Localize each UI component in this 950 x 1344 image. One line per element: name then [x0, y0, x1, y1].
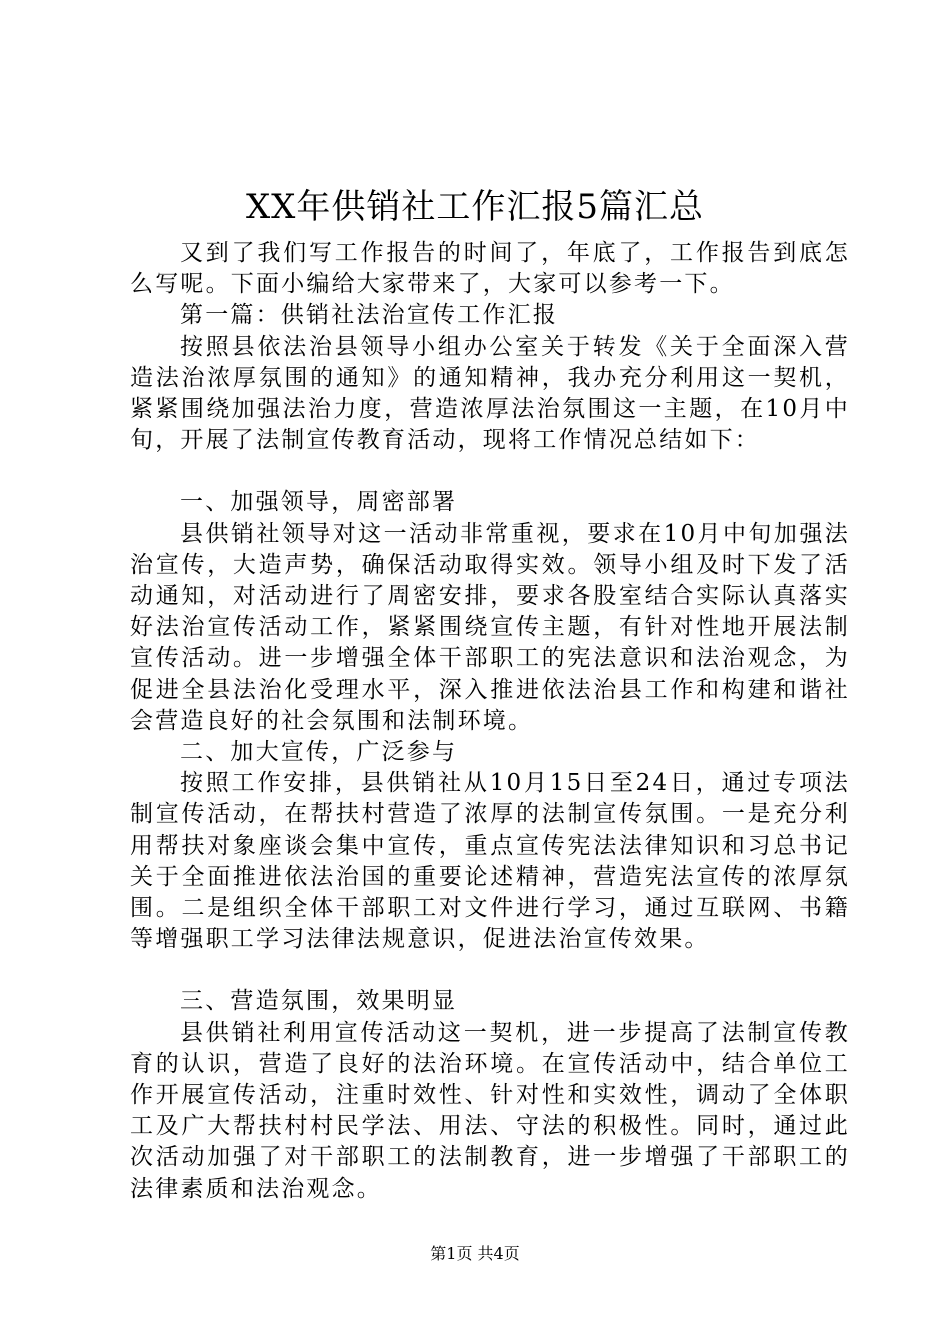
section-heading: 二、加大宣传，广泛参与 — [180, 739, 458, 766]
document-title: XX年供销社工作汇报5篇汇总 — [245, 187, 705, 227]
intro-paragraph: 又到了我们写工作报告的时间了，年底了，工作报告到底怎么写呢。下面小编给大家带来了，大家可以参考一下。 — [130, 240, 850, 298]
section-heading: 三、营造氛围，效果明显 — [180, 988, 458, 1015]
document-body — [130, 238, 850, 1205]
body-paragraph: 按照工作安排，县供销社从10月15日至24日，通过专项法制宣传活动，在帮扶村营造了浓厚的法制宣传氛围。一是充分利用帮扶对象座谈会集中宣传，重点宣传宪法法律知识和习总书记关于全面推进依法治国的重要论述精神，营造宪法宣传的浓厚氛围。二是组织全体干部职工对文件进行学习，通过互联网、书籍等增强职工学习法律法规意识，促进法治宣传效果。 — [130, 770, 850, 953]
chapter-heading: 第一篇：供销社法治宣传工作汇报 — [180, 302, 558, 329]
page-footer: 第1页 共4页 — [430, 1244, 520, 1263]
body-paragraph: 县供销社利用宣传活动这一契机，进一步提高了法制宣传教育的认识，营造了良好的法治环境。在宣传活动中，结合单位工作开展宣传活动，注重时效性、针对性和实效性，调动了全体职工及广大帮扶村村民学法、用法、守法的积极性。同时，通过此次活动加强了对干部职工的法制教育，进一步增强了干部职工的法律素质和法治观念。 — [130, 1019, 850, 1202]
paragraph-gap — [130, 955, 850, 986]
body-paragraph: 按照县依法治县领导小组办公室关于转发《关于全面深入营造法治浓厚氛围的通知》的通知精神，我办充分利用这一契机，紧紧围绕加强法治力度，营造浓厚法治氛围这一主题，在10月中旬，开展了法制宣传教育活动，现将工作情况总结如下： — [130, 333, 850, 454]
section-heading: 一、加强领导，周密部署 — [180, 489, 458, 516]
body-paragraph: 县供销社领导对这一活动非常重视，要求在10月中旬加强法治宣传，大造声势，确保活动取得实效。领导小组及时下发了活动通知，对活动进行了周密安排，要求各股室结合实际认真落实好法治宣传活动工作，紧紧围绕宣传主题，有针对性地开展法制宣传活动。进一步增强全体干部职工的宪法意识和法治观念，为促进全县法治化受理水平，深入推进依法治县工作和构建和谐社会营造良好的社会氛围和法制环境。 — [130, 520, 850, 734]
paragraph-gap — [130, 456, 850, 487]
